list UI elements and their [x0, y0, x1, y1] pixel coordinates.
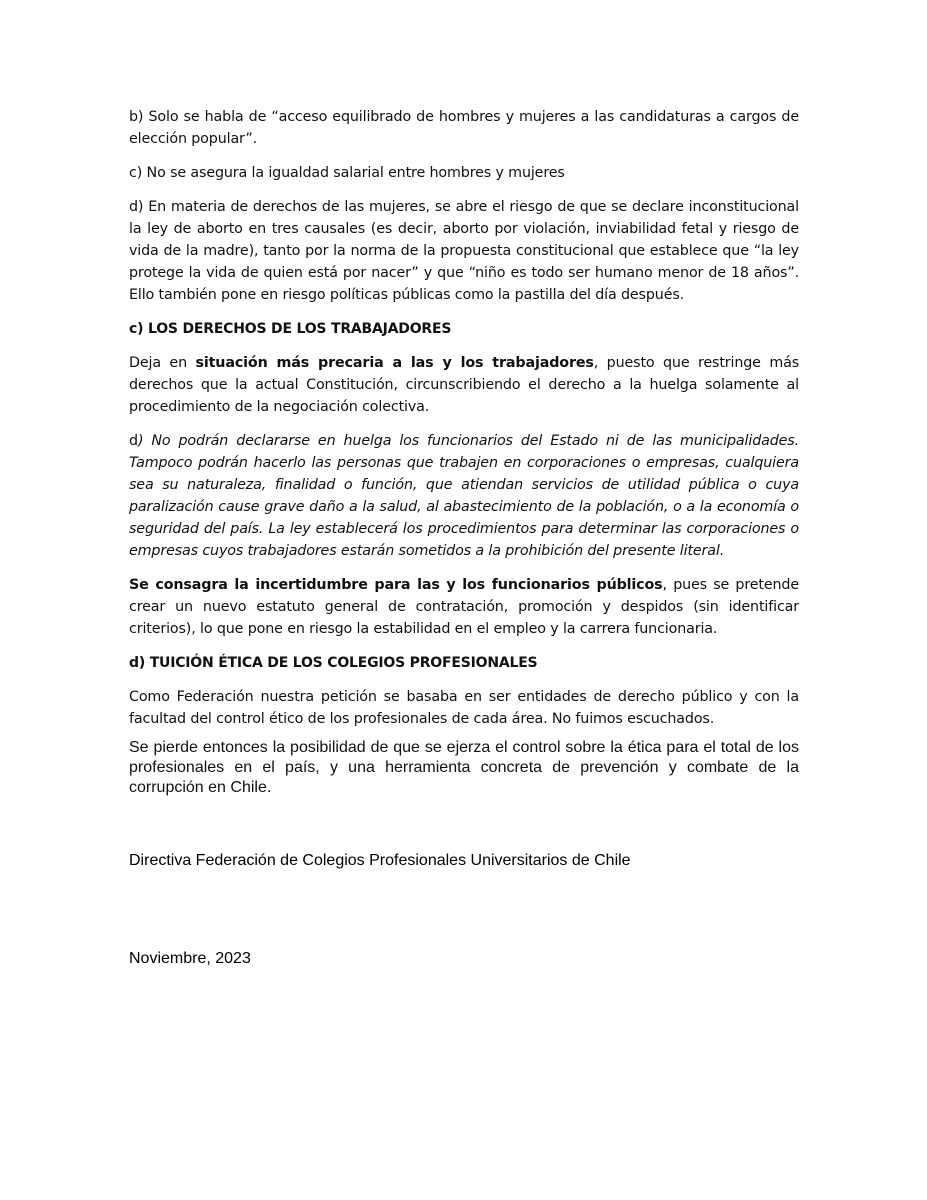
paragraph-corrupcion: Se pierde entonces la posibilidad de que se ejerza el control sobre la ética para el total de los profesionales en el país, y una herramienta concreta de prevención y combate de la corrupción en Chile.: [129, 739, 799, 796]
text-rest: , puesto que restringe más derechos que la actual Constitución, circunscribiendo el derecho a la huelga solamente al procedimiento de la negociación colectiva.: [129, 355, 800, 415]
heading-derechos-trabajadores: c) LOS DERECHOS DE LOS TRABAJADORES: [129, 321, 452, 337]
paragraph-trabajadores: [129, 352, 799, 418]
paragraph-candidaturas: b) Solo se habla de “acceso equilibrado de hombres y mujeres a las candidaturas a cargos de elección popular”.: [129, 109, 799, 147]
paragraph-igualdad-salarial: c) No se asegura la igualdad salarial entre hombres y mujeres: [129, 165, 565, 181]
date: Noviembre, 2023: [129, 950, 251, 967]
heading-tuicion-etica: d) TUICIÓN ÉTICA DE LOS COLEGIOS PROFESIONALES: [129, 655, 538, 671]
quote-text: ) No podrán declararse en huelga los funcionarios del Estado ni de las municipalidades. Tampoco podrán hacerlo las personas que trabajen en corporaciones o empresas, cualquiera sea su naturaleza, finalidad o función, que atiendan servicios de utilidad pública o cuya paralización cause grave daño a la salud, al abastecimiento de la población, o a la economía o seguridad del país. La ley establecerá los procedimientos para determinar las corporaciones o empresas cuyos trabajadores estarán sometidos a la prohibición del presente literal.: [129, 433, 799, 559]
paragraph-federacion: Como Federación nuestra petición se basaba en ser entidades de derecho público y con la facultad del control ético de los profesionales de cada área. No fuimos escuchados.: [129, 689, 799, 727]
paragraph-funcionarios: [129, 574, 799, 640]
quote-letter: d: [129, 433, 138, 449]
text-prefix: Deja en: [129, 355, 196, 371]
paragraph-quote-huelga: [129, 430, 799, 562]
paragraph-derechos-mujeres: d) En materia de derechos de las mujeres, se abre el riesgo de que se declare inconstitucional la ley de aborto en tres causales (es decir, aborto por violación, inviabilidad fetal y riesgo de vida de la madre), tanto por la norma de la propuesta constitucional que establece que “la ley protege la vida de quien está por nacer” y que “niño es todo ser humano menor de 18 años”. Ello también pone en riesgo políticas públicas como la pastilla del día después.: [129, 199, 799, 303]
text-bold-incertidumbre: Se consagra la incertidumbre para las y los funcionarios públicos: [129, 577, 663, 593]
text-bold-trabajadores: situación más precaria a las y los trabajadores: [195, 355, 594, 371]
document-body: [129, 106, 799, 798]
text-rest: , pues se pretende crear un nuevo estatuto general de contratación, promoción y despidos (sin identificar criterios), lo que pone en riesgo la estabilidad en el empleo y la carrera funcionaria.: [129, 577, 799, 637]
signature: Directiva Federación de Colegios Profesionales Universitarios de Chile: [129, 852, 631, 869]
